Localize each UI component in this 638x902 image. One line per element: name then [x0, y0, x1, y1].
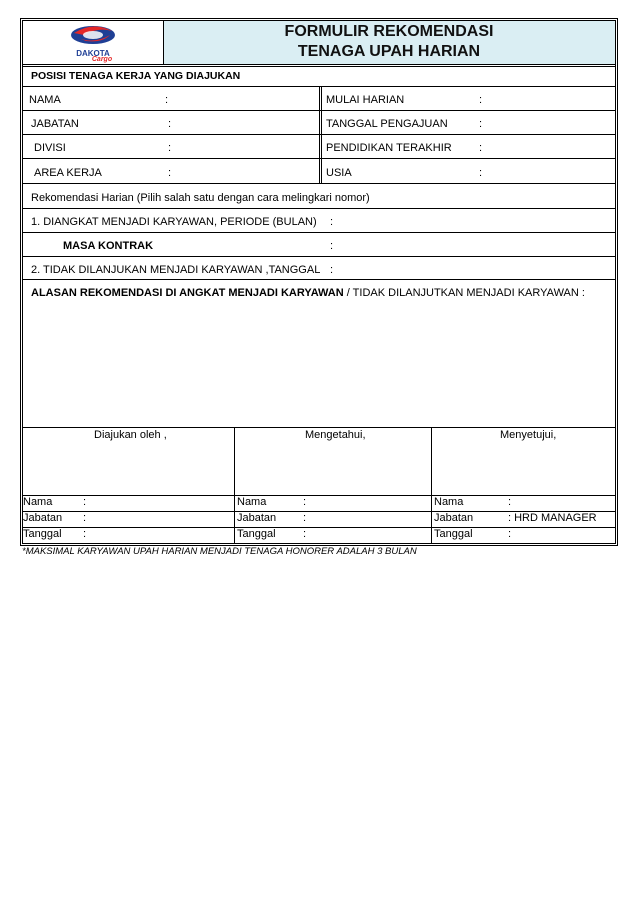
sig-divider-1 — [234, 427, 235, 543]
field-label-mulai-harian: MULAI HARIAN — [326, 94, 405, 106]
sig-divider-2 — [431, 427, 432, 543]
option-2-input[interactable]: : — [330, 264, 334, 276]
field-input-jabatan[interactable]: : — [168, 118, 172, 130]
sig1-jabatan-input[interactable]: : — [83, 512, 87, 524]
form-title-line1: FORMULIR REKOMENDASI — [284, 23, 494, 40]
field-label-jabatan: JABATAN — [31, 118, 79, 130]
field-label-usia: USIA — [326, 167, 352, 179]
company-logo — [62, 23, 124, 63]
sig1-jabatan-label: Jabatan — [23, 512, 63, 524]
rule — [23, 527, 615, 528]
field-input-mulai-harian[interactable]: : — [479, 94, 483, 106]
sig2-nama-label: Nama — [237, 496, 267, 508]
rule — [23, 279, 615, 280]
field-input-usia[interactable]: : — [479, 167, 483, 179]
logo-sub: Cargo — [91, 56, 113, 63]
footnote: *MAKSIMAL KARYAWAN UPAH HARIAN MENJADI TENAGA HONORER ADALAH 3 BULAN — [22, 546, 417, 557]
header-divider — [23, 64, 615, 67]
sig1-nama-label: Nama — [23, 496, 53, 508]
field-label-area-kerja: AREA KERJA — [34, 167, 102, 179]
sig2-jabatan-input[interactable]: : — [303, 512, 307, 524]
sig1-tanggal-label: Tanggal — [23, 528, 62, 540]
sig3-nama-input[interactable]: : — [508, 496, 512, 508]
reason-normal: / TIDAK DILANJUTKAN MENJADI KARYAWAN : — [343, 287, 585, 299]
sig1-nama-input[interactable]: : — [83, 496, 87, 508]
sig3-tanggal-label: Tanggal — [434, 528, 473, 540]
sig2-jabatan-label: Jabatan — [237, 512, 277, 524]
option-1-label[interactable]: 1. DIANGKAT MENJADI KARYAWAN, PERIODE (BULAN) — [31, 216, 317, 228]
sig2-nama-input[interactable]: : — [303, 496, 307, 508]
reason-bold: ALASAN REKOMENDASI DI ANGKAT MENJADI KARYAWAN — [31, 287, 344, 299]
field-label-tanggal-pengajuan: TANGGAL PENGAJUAN — [326, 118, 448, 130]
masa-kontrak-label: MASA KONTRAK — [63, 240, 154, 252]
rule — [23, 256, 615, 257]
field-input-nama[interactable]: : — [165, 94, 169, 106]
form-frame — [20, 18, 618, 546]
form-title-line2: TENAGA UPAH HARIAN — [297, 43, 481, 60]
sig3-jabatan-input[interactable]: : HRD MANAGER — [508, 512, 597, 524]
field-input-area-kerja[interactable]: : — [168, 167, 172, 179]
masa-kontrak-input[interactable]: : — [330, 240, 334, 252]
sig-heading-diajukan: Diajukan oleh , — [94, 429, 167, 441]
reason-textarea[interactable] — [26, 302, 614, 422]
sig2-tanggal-input[interactable]: : — [303, 528, 307, 540]
recommendation-prompt: Rekomendasi Harian (Pilih salah satu dengan cara melingkari nomor) — [31, 192, 370, 204]
sig1-tanggal-input[interactable]: : — [83, 528, 87, 540]
rule — [23, 427, 615, 428]
field-label-nama: NAMA — [29, 94, 61, 106]
rule — [23, 232, 615, 233]
field-input-divisi[interactable]: : — [168, 142, 172, 154]
rule — [23, 183, 615, 184]
sig2-tanggal-label: Tanggal — [237, 528, 276, 540]
option-1-input[interactable]: : — [330, 216, 334, 228]
field-label-pendidikan: PENDIDIKAN TERAKHIR — [326, 142, 452, 154]
rule — [23, 495, 615, 496]
fields-divider — [319, 86, 322, 183]
sig-heading-mengetahui: Mengetahui, — [305, 429, 366, 441]
logo-word: DAKOTA — [76, 49, 110, 58]
sig3-nama-label: Nama — [434, 496, 464, 508]
rule — [23, 208, 615, 209]
reason-heading — [31, 287, 585, 300]
section-label: POSISI TENAGA KERJA YANG DIAJUKAN — [31, 70, 241, 82]
sig-heading-menyetujui: Menyetujui, — [500, 429, 557, 441]
field-input-tanggal-pengajuan[interactable]: : — [479, 118, 483, 130]
sig3-tanggal-input[interactable]: : — [508, 528, 512, 540]
field-input-pendidikan[interactable]: : — [479, 142, 483, 154]
option-2-label[interactable]: 2. TIDAK DILANJUKAN MENJADI KARYAWAN ,TANGGAL — [31, 264, 321, 276]
field-label-divisi: DIVISI — [34, 142, 66, 154]
sig3-jabatan-label: Jabatan — [434, 512, 474, 524]
